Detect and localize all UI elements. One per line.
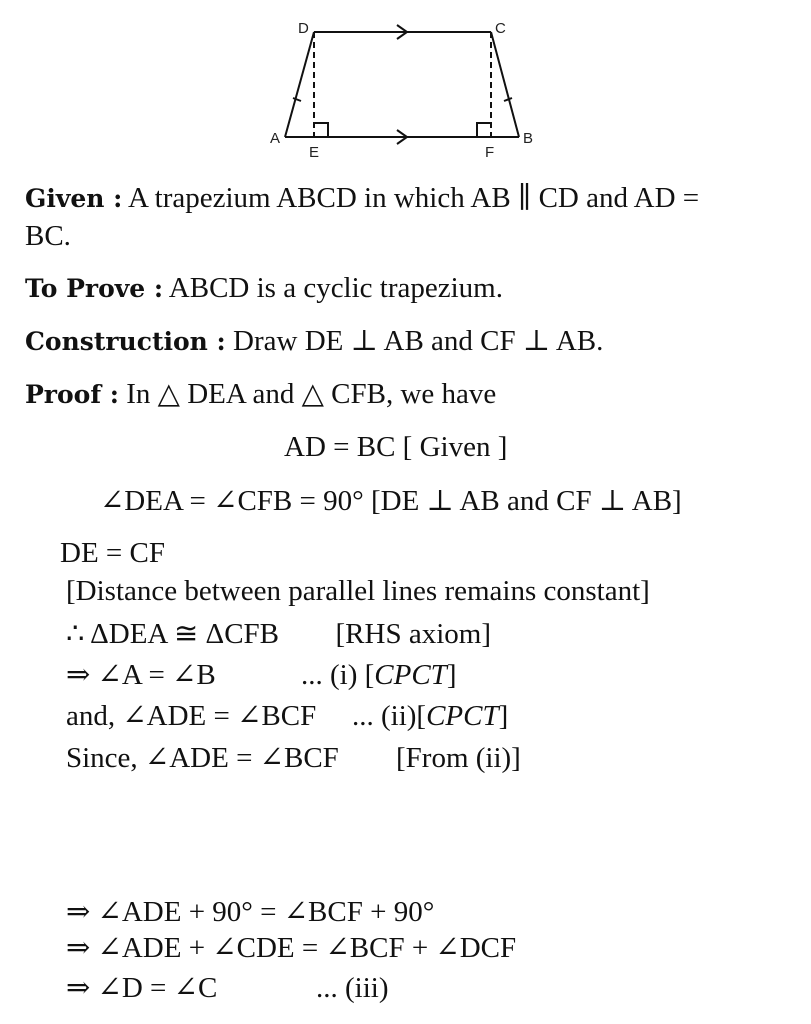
trapezium-figure	[0, 0, 811, 170]
given-line	[25, 181, 699, 216]
proof-step-6-statement: ⇒ ∠A = ∠B	[66, 659, 216, 691]
proof-step-4	[66, 574, 650, 608]
proof-step-11-statement: ⇒ ∠D = ∠C	[66, 972, 218, 1004]
proof-step-6-cpct: CPCT	[374, 659, 447, 691]
construction-line	[25, 324, 603, 359]
proof-step-8-statement: Since, ∠ADE = ∠BCF	[66, 742, 339, 774]
proof-step-5-reason: [RHS axiom]	[335, 618, 491, 650]
given-label: Given :	[25, 184, 123, 213]
to-prove-line	[25, 271, 503, 306]
label-b: B	[523, 130, 534, 147]
proof-step-2	[100, 484, 682, 518]
side-bc	[491, 32, 519, 137]
proof-step-11	[66, 971, 389, 1005]
proof-step-5	[66, 617, 491, 651]
proof-step-3-text: DE = CF	[60, 537, 165, 569]
proof-step-6-reason	[301, 658, 456, 692]
label-e: E	[309, 144, 320, 161]
to-prove-text: ABCD is a cyclic trapezium.	[168, 272, 503, 304]
proof-step-7-cpct: CPCT	[426, 700, 499, 732]
proof-step-7-ref: ... (ii)[	[352, 700, 427, 732]
given-continuation	[25, 219, 71, 253]
proof-label: Proof :	[25, 380, 120, 409]
proof-step-6-close: ]	[446, 659, 457, 691]
proof-step-9	[66, 895, 434, 929]
given-text: A trapezium ABCD in which AB ∥ CD and AD =	[128, 182, 700, 214]
proof-step-10-text: ⇒ ∠ADE + ∠CDE = ∠BCF + ∠DCF	[66, 932, 517, 964]
right-angle-mark-f	[477, 123, 491, 137]
proof-step-4-text: [Distance between parallel lines remains constant]	[66, 575, 650, 607]
proof-line	[25, 377, 496, 412]
proof-step-7-statement: and, ∠ADE = ∠BCF	[66, 700, 317, 732]
construction-text: Draw DE ⊥ AB and CF ⊥ AB.	[233, 325, 604, 357]
proof-step-8-reason: [From (ii)]	[396, 742, 521, 774]
proof-step-3	[60, 536, 165, 570]
label-c: C	[495, 20, 506, 37]
tick-mark-bc	[504, 98, 512, 101]
right-angle-mark-e	[314, 123, 328, 137]
proof-step-7-reason	[352, 699, 508, 733]
proof-step-7	[66, 699, 509, 733]
proof-step-1	[284, 430, 507, 464]
proof-intro: In △ DEA and △ CFB, we have	[126, 378, 497, 410]
given-cont-text: BC.	[25, 220, 71, 252]
proof-step-10	[66, 931, 516, 965]
label-d: D	[298, 20, 309, 37]
label-f: F	[485, 144, 495, 161]
proof-step-2-text: ∠DEA = ∠CFB = 90° [DE ⊥ AB and CF ⊥ AB]	[100, 485, 682, 517]
side-ad	[285, 32, 314, 137]
proof-step-6	[66, 658, 457, 692]
proof-step-6-ref: ... (i) [	[301, 659, 375, 691]
proof-step-5-statement: ∴ ΔDEA ≅ ΔCFB	[66, 618, 280, 650]
proof-step-8	[66, 741, 521, 775]
proof-step-1-text: AD = BC [ Given ]	[284, 431, 508, 463]
proof-step-11-reason: ... (iii)	[316, 972, 389, 1004]
proof-step-7-close: ]	[498, 700, 509, 732]
construction-label: Construction :	[25, 327, 226, 356]
to-prove-label: To Prove :	[25, 274, 164, 303]
proof-step-9-text: ⇒ ∠ADE + 90° = ∠BCF + 90°	[66, 896, 435, 928]
label-a: A	[270, 130, 281, 147]
